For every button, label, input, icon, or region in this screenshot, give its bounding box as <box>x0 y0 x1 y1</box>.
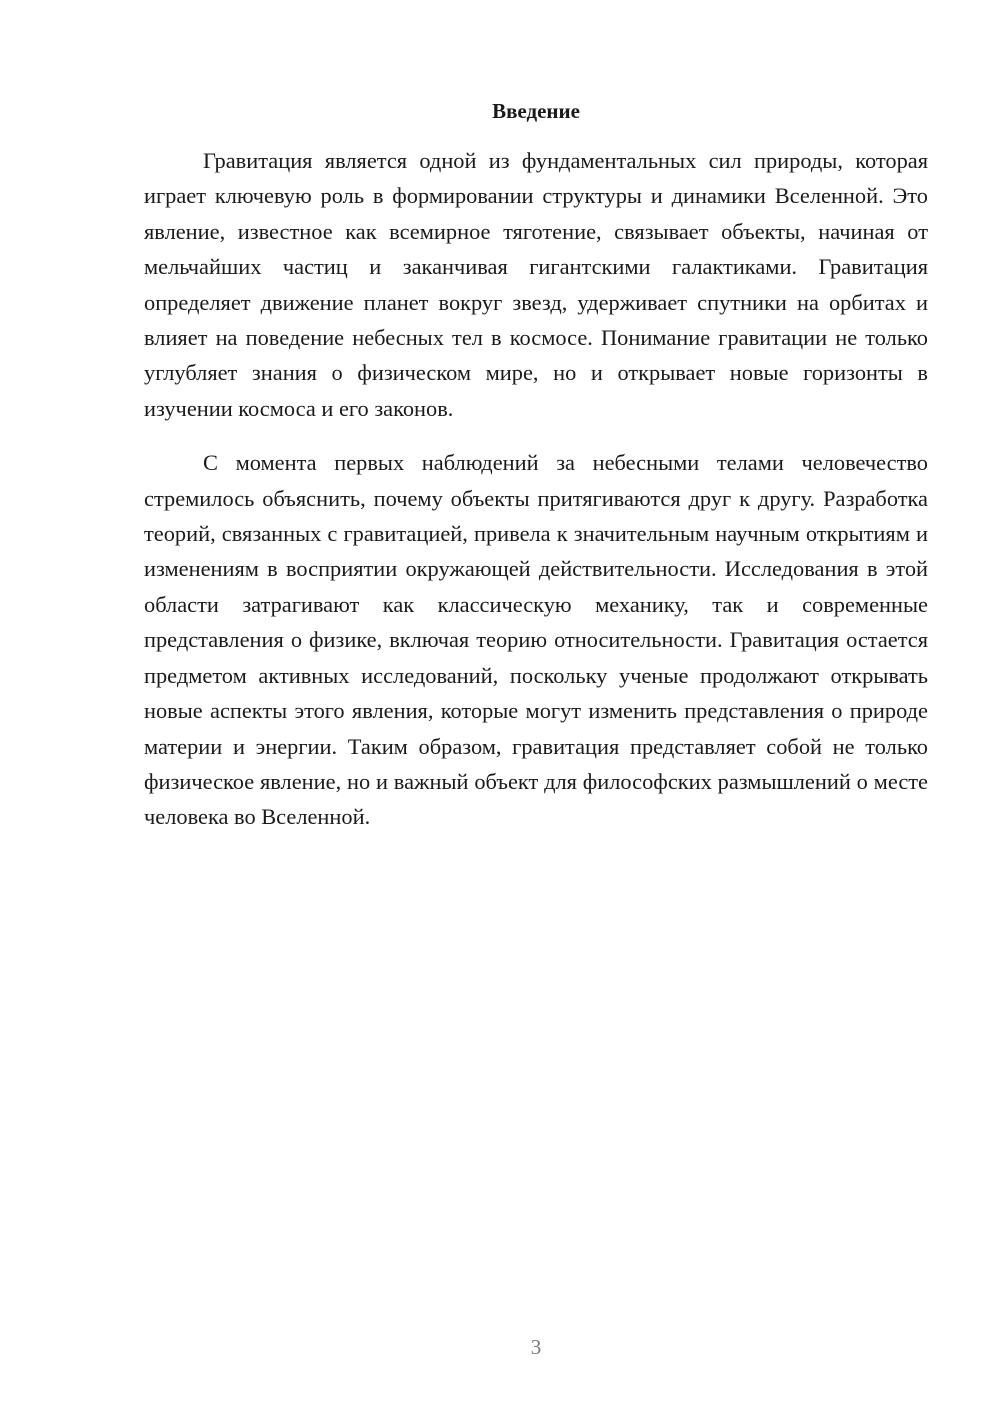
page-number: 3 <box>530 1335 542 1359</box>
paragraph-1: Гравитация является одной из фундаментальных сил природы, которая играет ключевую роль в формировании структуры и динамики Вселенной. Это явление, известное как всемирное тяготение, связывает объекты, начиная от мельчайших частиц и заканчивая гигантскими галактиками. Гравитация определяет движение планет вокруг звезд, удерживает спутники на орбитах и влияет на поведение небесных тел в космосе. Понимание гравитации не только углубляет знания о физическом мире, но и открывает новые горизонты в изучении космоса и его законов. <box>144 148 928 421</box>
body-text <box>144 143 928 835</box>
paragraph-2: С момента первых наблюдений за небесными телами человечество стремилось объяснить, почему объекты притягиваются друг к другу. Разработка теорий, связанных с гравитацией, привела к значительным научным открытиям и изменениям в восприятии окружающей действительности. Исследования в этой области затрагивают как классическую механику, так и современные представления о физике, включая теорию относительности. Гравитация остается предметом активных исследований, поскольку ученые продолжают открывать новые аспекты этого явления, которые могут изменить представления о природе материи и энергии. Таким образом, гравитация представляет собой не только физическое явление, но и важный объект для философских размышлений о месте человека во Вселенной. <box>144 450 928 830</box>
section-heading: Введение <box>492 99 580 123</box>
